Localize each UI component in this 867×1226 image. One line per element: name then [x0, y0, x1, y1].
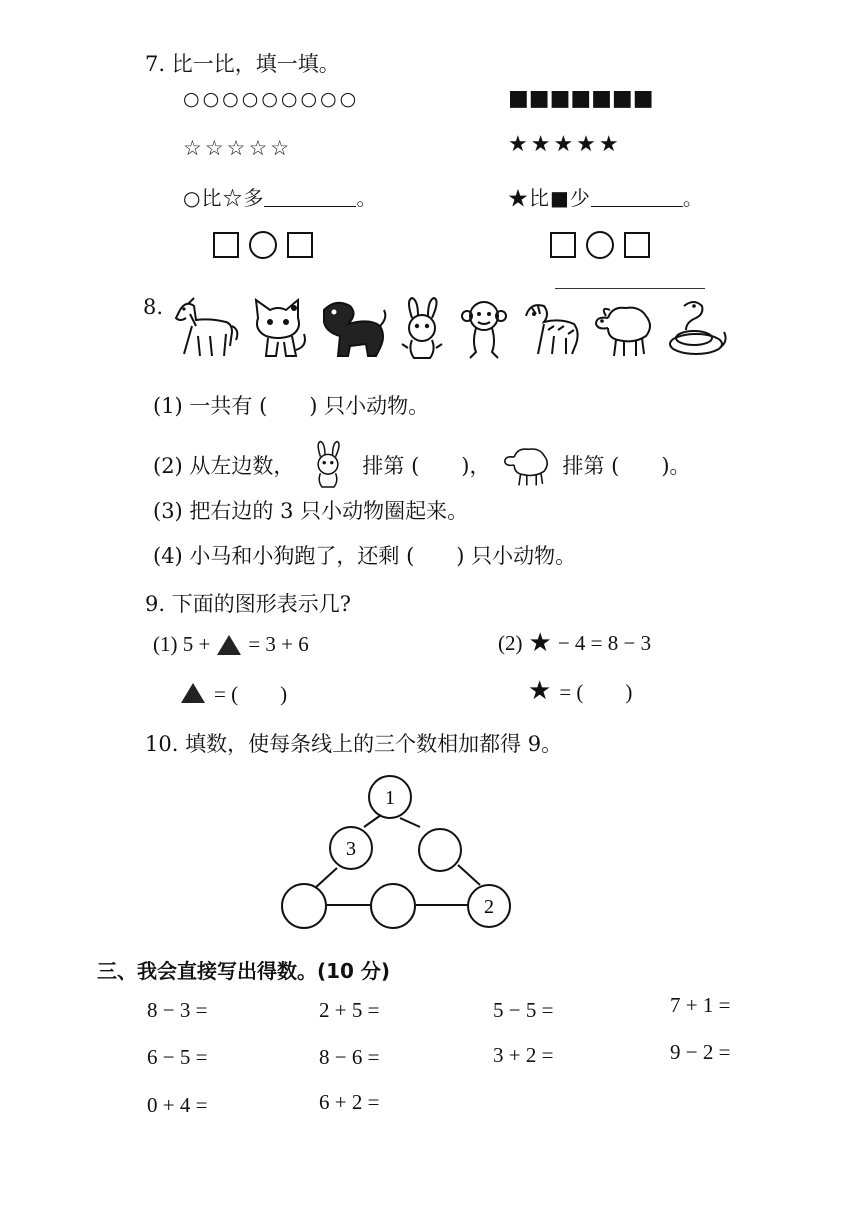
q7-row-black-stars: ★★★★★	[508, 132, 622, 157]
q8-item-2-text-b: 排第 ( )，	[362, 454, 491, 478]
black-star-icon: ★	[528, 676, 552, 705]
cat-icon	[250, 296, 310, 362]
q7-compare-right-text-b: 少	[569, 186, 591, 210]
q8-item-4: (4) 小马和小狗跑了，还剩 ( ) 只小动物。	[153, 544, 577, 568]
q9-answer-2	[528, 676, 632, 706]
q7-choice-left	[213, 231, 313, 259]
oral-problem: 7 + 1 =	[670, 993, 731, 1017]
q7-row-circles: ○○○○○○○○○	[183, 88, 360, 110]
square-choice-icon[interactable]	[213, 232, 239, 258]
rabbit-icon	[398, 296, 446, 362]
q8-animal-row	[170, 296, 740, 362]
q7-compare-left	[183, 182, 377, 211]
q7-compare-right	[508, 182, 704, 211]
circle-choice-icon[interactable]	[586, 231, 614, 259]
black-star-icon: ★	[528, 628, 552, 657]
oral-problem: 9 − 2 =	[670, 1040, 731, 1064]
q8-item-2-text-c: 排第 ( )。	[562, 454, 691, 478]
node-circle-left-bottom[interactable]	[282, 884, 326, 928]
q9-answer-1	[180, 678, 287, 708]
q9-part-1	[153, 632, 309, 657]
oral-problem: 2 + 5 =	[319, 998, 380, 1022]
dog-icon	[320, 296, 388, 362]
q8-item-2	[153, 440, 691, 490]
q9-title: 9. 下面的图形表示几?	[145, 592, 351, 616]
oral-problem: 8 − 3 =	[147, 998, 208, 1022]
q7-compare-right-square: ■	[550, 186, 570, 210]
edge-line	[458, 865, 480, 885]
node-circle-bottom-mid[interactable]	[371, 884, 415, 928]
q9-part-2	[498, 628, 651, 658]
q7-compare-right-end: 。	[682, 186, 704, 210]
q7-compare-right-text: ★比	[508, 186, 550, 210]
q7-compare-left-text: ○比☆多	[183, 186, 265, 210]
snake-icon	[664, 296, 730, 362]
q9-p1-rhs: = 3 + 6	[248, 632, 309, 656]
sheep-icon	[498, 443, 554, 487]
q8-item-2-text-a: (2) 从左边数，	[153, 454, 295, 478]
edge-line	[400, 818, 420, 827]
q7-title: 7. 比一比，填一填。	[145, 52, 340, 76]
monkey-icon	[458, 296, 512, 362]
q9-p2-label: (2)	[498, 630, 523, 655]
q9-answer-1-blank[interactable]: = ( )	[214, 682, 288, 706]
node-value-top: 1	[385, 787, 395, 809]
q7-answer-blank-left[interactable]	[264, 186, 356, 207]
triangle-icon	[216, 634, 242, 656]
oral-problem: 0 + 4 =	[147, 1093, 208, 1117]
sheep-icon	[590, 296, 656, 362]
q8-item-1: (1) 一共有 ( ) 只小动物。	[153, 394, 430, 418]
edge-line	[315, 868, 337, 888]
horse-icon	[170, 296, 242, 362]
edge-line	[364, 815, 381, 827]
q8-number: 8.	[143, 295, 164, 319]
oral-problem: 6 − 5 =	[147, 1045, 208, 1069]
square-choice-icon[interactable]	[624, 232, 650, 258]
square-choice-icon[interactable]	[550, 232, 576, 258]
square-choice-icon[interactable]	[287, 232, 313, 258]
oral-problem: 8 − 6 =	[319, 1045, 380, 1069]
q7-row-white-stars: ☆☆☆☆☆	[183, 136, 293, 160]
q7-row-squares: ■■■■■■■	[508, 86, 654, 111]
node-value-left-mid: 3	[346, 838, 356, 860]
oral-problem: 6 + 2 =	[319, 1090, 380, 1114]
q10-triangle-diagram	[270, 770, 530, 940]
q8-top-line	[555, 288, 705, 289]
circle-choice-icon[interactable]	[249, 231, 277, 259]
triangle-icon	[180, 682, 206, 704]
q10-title: 10. 填数，使每条线上的三个数相加都得 9。	[145, 732, 563, 756]
section-3-title: 三、我会直接写出得数。(10 分)	[97, 959, 391, 983]
q7-compare-left-end: 。	[356, 186, 378, 210]
q7-choice-right	[550, 231, 650, 259]
q9-p2-rhs: − 4 = 8 − 3	[557, 630, 652, 655]
rabbit-icon	[304, 440, 352, 490]
q7-answer-blank-right[interactable]	[591, 186, 683, 207]
q8-item-3: (3) 把右边的 3 只小动物圈起来。	[153, 499, 469, 523]
oral-problem: 3 + 2 =	[493, 1043, 554, 1067]
oral-problem: 5 − 5 =	[493, 998, 554, 1022]
q9-answer-2-blank[interactable]: = ( )	[559, 680, 633, 704]
node-value-right-bottom: 2	[484, 896, 494, 918]
node-circle-right-mid[interactable]	[419, 829, 461, 871]
q9-p1-lhs: (1) 5 +	[153, 632, 211, 656]
tiger-icon	[520, 296, 582, 362]
